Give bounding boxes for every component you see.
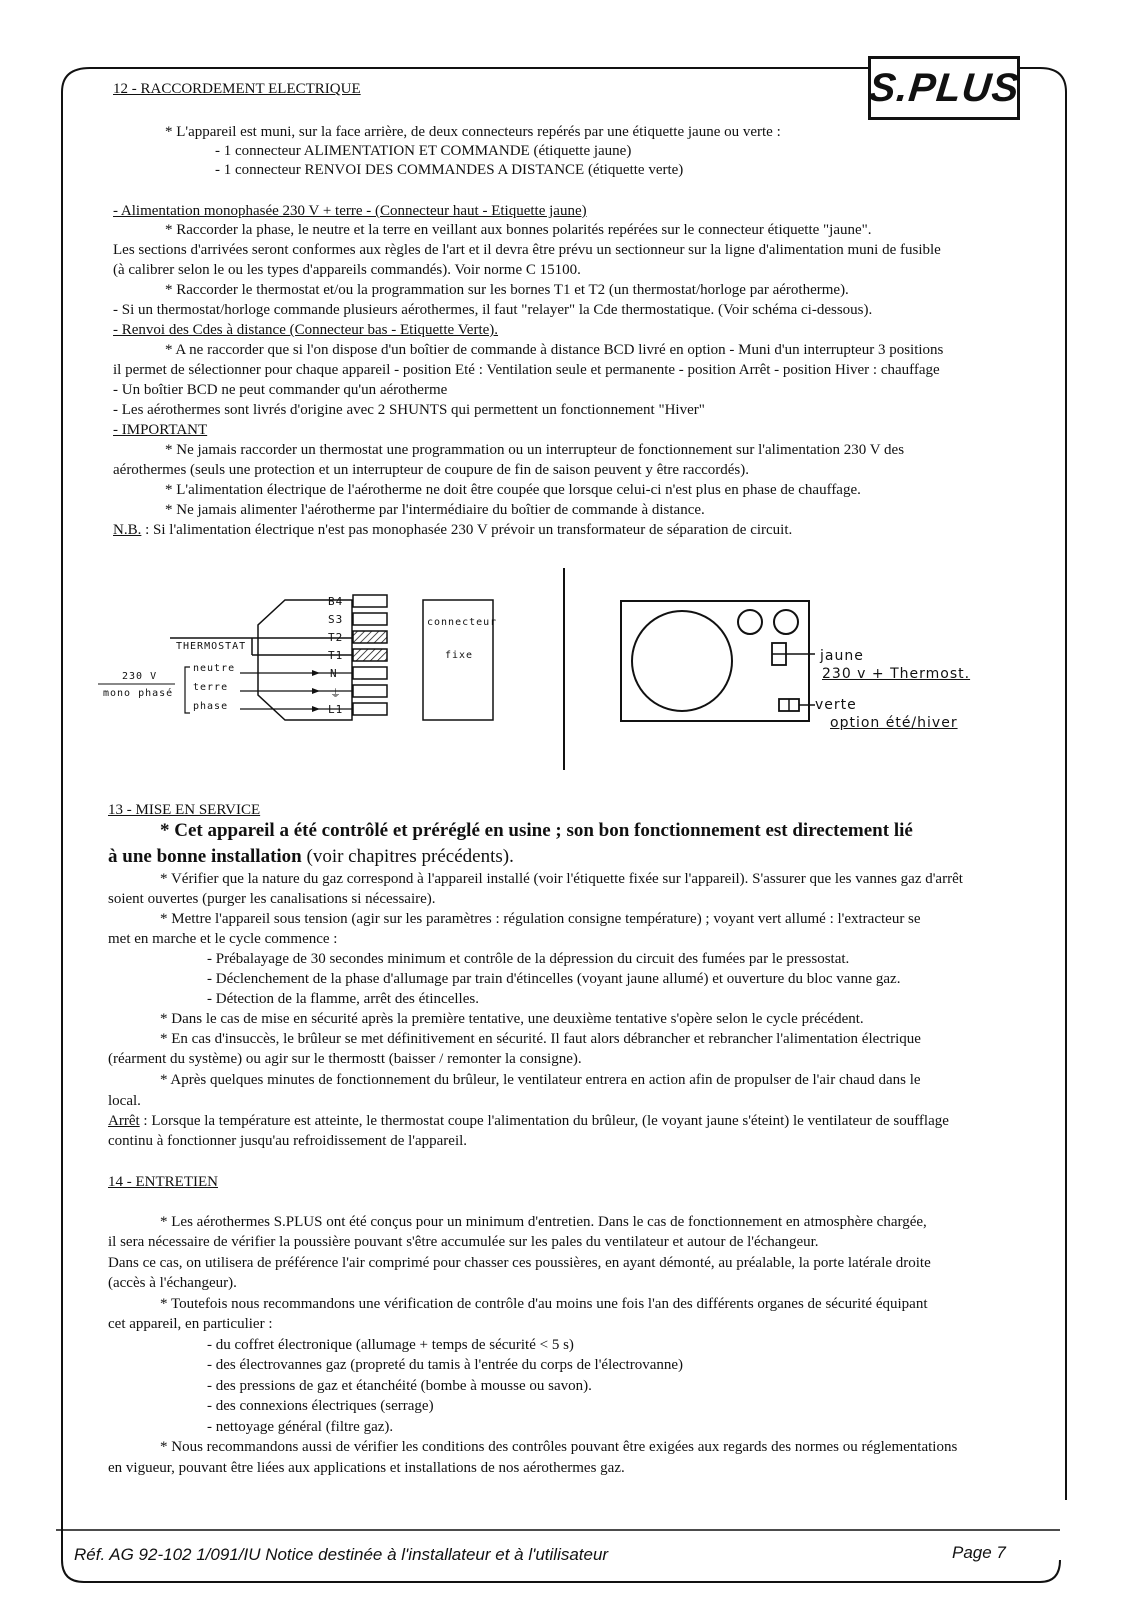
mono-label: mono phasé — [103, 688, 174, 699]
s12-renvoi3: - Un boîtier BCD ne peut commander qu'un aérotherme — [113, 382, 448, 398]
s12-renvoi-heading: - Renvoi des Cdes à distance (Connecteur bas - Etiquette Verte). — [113, 322, 499, 338]
s12-alim1: * Raccorder la phase, le neutre et la terre en veillant aux bonnes polarités repérées sur le connecteur étiquette "jaune". — [165, 222, 872, 238]
s13-l6: - Déclenchement de la phase d'allumage par train d'étincelles (voyant jaune allumé) et ouverture du bloc vanne gaz. — [207, 971, 901, 987]
jaune-detail: 230 v + Thermost. — [822, 666, 971, 682]
s13-l7: - Détection de la flamme, arrêt des étincelles. — [207, 991, 479, 1007]
phase-label: phase — [193, 701, 229, 712]
footer-reference: Réf. AG 92-102 1/091/IU Notice destinée à l'installateur et à l'utilisateur — [74, 1545, 609, 1564]
s12-alim5: - Si un thermostat/horloge commande plusieurs aérothermes, il faut "relayer" la Cde thermostatique. (Voir schéma ci-dessous). — [113, 302, 873, 318]
s14-l7: - du coffret électronique (allumage + temps de sécurité < 5 s) — [207, 1337, 574, 1353]
s14-l8: - des électrovannes gaz (propreté du tamis à l'entrée du corps de l'électrovanne) — [207, 1357, 684, 1373]
section-12-heading: 12 - RACCORDEMENT ELECTRIQUE — [113, 81, 361, 97]
thermostat-label: THERMOSTAT — [176, 641, 247, 652]
s12-alim2: Les sections d'arrivées seront conformes aux règles de l'art et il devra être prévu un sectionneur sur la ligne d'alimentation muni de fusible — [113, 242, 941, 258]
s14-l10: - des connexions électriques (serrage) — [207, 1398, 434, 1414]
unit-rear-diagram — [615, 595, 815, 730]
s13-l4: met en marche et le cycle commence : — [108, 931, 338, 947]
voltage-label: 230 V — [122, 671, 158, 682]
brand-logo: S.PLUS — [868, 56, 1020, 120]
verte-label: verte — [815, 697, 857, 713]
s12-important-heading: - IMPORTANT — [113, 422, 208, 438]
s13-l3: * Mettre l'appareil sous tension (agir sur les paramètres : régulation consigne température) ; voyant vert allumé : l'extracteur se — [160, 911, 921, 927]
s12-imp3: * L'alimentation électrique de l'aérotherme ne doit être coupée que lorsque celui-ci n'est plus en phase de chauffage. — [165, 482, 861, 498]
s13-l9: * En cas d'insuccès, le brûleur se met définitivement en sécurité. Il faut alors débrancher et rebrancher l'alimentation électrique — [160, 1031, 921, 1047]
s12-imp4: * Ne jamais alimenter l'aérotherme par l'intermédiaire du boîtier de commande à distance. — [165, 502, 705, 518]
s14-l3: Dans ce cas, on utilisera de préférence l'air comprimé pour chasser ces poussières, en ayant démonté, au préalable, la porte latérale droite — [108, 1255, 931, 1271]
nb-text: : Si l'alimentation électrique n'est pas monophasée 230 V prévoir un transformateur de séparation de circuit. — [141, 522, 793, 538]
section-13-heading: 13 - MISE EN SERVICE — [108, 802, 261, 818]
connecteur-label: connecteur — [427, 617, 498, 628]
nb-label: N.B. — [113, 522, 142, 538]
s14-l12: * Nous recommandons aussi de vérifier les conditions des contrôles pouvant être exigées aux regards des normes ou réglementations — [160, 1439, 958, 1455]
s13-l8: * Dans le cas de mise en sécurité après la première tentative, une deuxième tentative s'opère selon le cycle précédent. — [160, 1011, 864, 1027]
s13-l2: soient ouvertes (purger les canalisations si nécessaire). — [108, 891, 436, 907]
section-14-heading: 14 - ENTRETIEN — [108, 1174, 218, 1190]
s12-alim4: * Raccorder le thermostat et/ou la programmation sur les bornes T1 et T2 (un thermostat/horloge par aérotherme). — [165, 282, 849, 298]
s14-l5: * Toutefois nous recommandons une vérification de contrôle d'au moins une fois l'an des différents organes de sécurité équipant — [160, 1296, 928, 1312]
terminal-l1: L1 — [328, 703, 344, 716]
s12-renvoi4: - Les aérothermes sont livrés d'origine avec 2 SHUNTS qui permettent un fonctionnement "Hiver" — [113, 402, 705, 418]
s12-p2: - 1 connecteur ALIMENTATION ET COMMANDE (étiquette jaune) — [215, 143, 632, 159]
fixe-label: fixe — [445, 650, 474, 661]
arret-text: : Lorsque la température est atteinte, le thermostat coupe l'alimentation du brûleur, (le voyant jaune s'éteint) le ventilateur de soufflage — [139, 1113, 949, 1129]
terminal-s3: S3 — [328, 613, 344, 626]
s14-l6: cet appareil, en particulier : — [108, 1316, 273, 1332]
s13-l12: local. — [108, 1093, 141, 1109]
terre-label: terre — [193, 682, 229, 693]
s13-l13 — [108, 1111, 949, 1131]
s14-l1: * Les aérothermes S.PLUS ont été conçus pour un minimum d'entretien. Dans le cas de fonctionnement en atmosphère chargée, — [160, 1214, 927, 1230]
s14-l2: il sera nécessaire de vérifier la poussière pouvant s'être accumulée sur les pales du ventilateur et autour de l'échangeur. — [108, 1234, 819, 1250]
s13-big1: * Cet appareil a été contrôlé et préréglé en usine ; son bon fonctionnement est directement lié — [160, 820, 913, 841]
s14-l9: - des pressions de gaz et étanchéité (bombe à mousse ou savon). — [207, 1378, 592, 1394]
s12-p1: * L'appareil est muni, sur la face arrière, de deux connecteurs repérés par une étiquette jaune ou verte : — [165, 124, 781, 140]
s12-renvoi1: * A ne raccorder que si l'on dispose d'un boîtier de commande à distance BCD livré en option - Muni d'un interrupteur 3 positions — [165, 342, 944, 358]
s12-nb — [113, 520, 792, 540]
s14-l13: en vigueur, pouvant être liées aux applications et installations de nos aérothermes gaz. — [108, 1460, 625, 1476]
s12-renvoi2: il permet de sélectionner pour chaque appareil - position Eté : Ventilation seule et permanente - position Arrêt - position Hiver : chauffage — [113, 362, 940, 378]
terminal-n: N — [330, 667, 338, 680]
s12-imp1: * Ne jamais raccorder un thermostat une programmation ou un interrupteur de fonctionnement sur l'alimentation 230 V des — [165, 442, 905, 458]
page-number: Page 7 — [952, 1543, 1006, 1562]
s13-l10: (réarment du système) ou agir sur le thermostt (baisser / remonter la consigne). — [108, 1051, 582, 1067]
neutre-label: neutre — [193, 663, 236, 674]
s13-l1: * Vérifier que la nature du gaz correspond à l'appareil installé (voir l'étiquette fixée sur l'appareil). S'assurer que les vannes gaz d'arrêt — [160, 871, 963, 887]
s13-big2a: à une bonne installation — [108, 846, 302, 867]
s13-l14: continu à fonctionner jusqu'au refroidissement de l'appareil. — [108, 1133, 468, 1149]
s12-imp2: aérothermes (seuls une protection et un interrupteur de coupure de fin de saison peuvent y être raccordés). — [113, 462, 749, 478]
s12-alim-heading: - Alimentation monophasée 230 V + terre - (Connecteur haut - Etiquette jaune) — [113, 203, 587, 219]
terminal-t2: T2 — [328, 631, 344, 644]
s12-alim3: (à calibrer selon le ou les types d'appareils commandés). Voir norme C 15100. — [113, 262, 581, 278]
s14-l11: - nettoyage général (filtre gaz). — [207, 1419, 394, 1435]
s13-l5: - Prébalayage de 30 secondes minimum et contrôle de la dépression du circuit des fumées par le pressostat. — [207, 951, 850, 967]
s13-l11: * Après quelques minutes de fonctionnement du brûleur, le ventilateur entrera en action afin de propulser de l'air chaud dans le — [160, 1072, 921, 1088]
s13-big2 — [108, 844, 514, 870]
terminal-t1: T1 — [328, 649, 344, 662]
terminal-earth: ⏚ — [330, 687, 342, 700]
terminal-b4: B4 — [328, 595, 344, 608]
s14-l4: (accès à l'échangeur). — [108, 1275, 237, 1291]
verte-detail: option été/hiver — [830, 715, 958, 731]
jaune-label: jaune — [820, 648, 864, 664]
s12-p3: - 1 connecteur RENVOI DES COMMANDES A DISTANCE (étiquette verte) — [215, 162, 684, 178]
arret-label: Arrêt — [108, 1113, 140, 1129]
s13-big2b: (voir chapitres précédents). — [301, 846, 514, 867]
